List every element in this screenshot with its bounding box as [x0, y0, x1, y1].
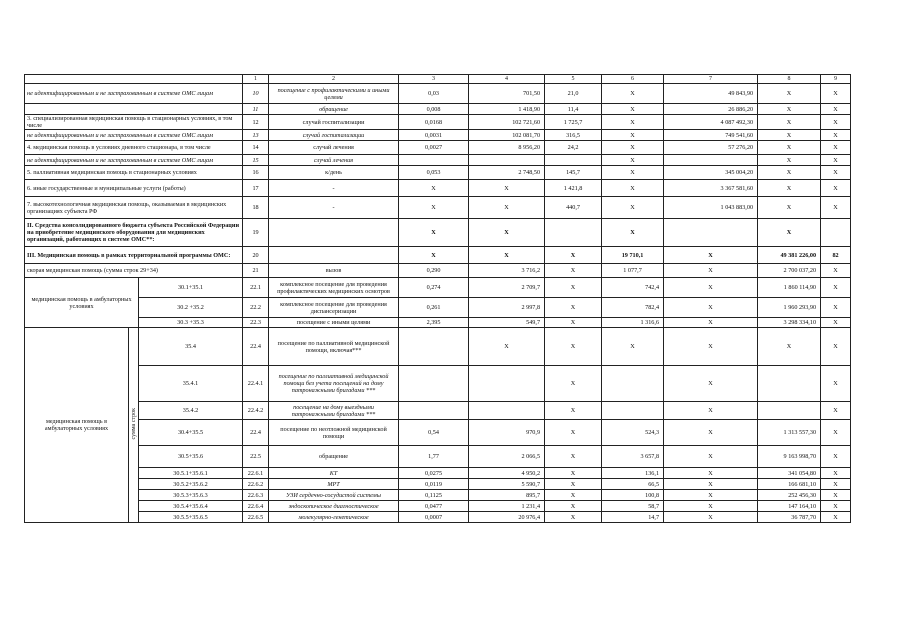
value-cell: 1 231,4 — [469, 501, 545, 512]
table-row — [25, 219, 851, 247]
value-cell: X — [821, 402, 851, 420]
value-cell: 345 004,20 — [664, 166, 758, 180]
value-cell: 20 976,4 — [469, 512, 545, 523]
unit-cell: молекулярно-генетическое — [269, 512, 399, 523]
row-label: 7. высокотехнологичная медицинская помощь, оказываемая в медицинских организациях субъекта РФ — [25, 197, 243, 219]
value-cell: X — [399, 247, 469, 264]
value-cell: X — [758, 84, 821, 104]
value-cell — [469, 402, 545, 420]
row-number: 22.6.1 — [243, 468, 269, 479]
value-cell — [399, 328, 469, 366]
unit-cell: случай лечения — [269, 155, 399, 166]
table-row — [25, 247, 851, 264]
value-cell — [399, 402, 469, 420]
value-cell: X — [664, 247, 758, 264]
table-row — [25, 298, 851, 318]
value-cell: X — [821, 318, 851, 328]
unit-cell: обращение — [269, 446, 399, 468]
value-cell: 0,053 — [399, 166, 469, 180]
unit-cell: посещение с профилактическими и иными целями — [269, 84, 399, 104]
header-cell: 7 — [664, 75, 758, 84]
row-label: III. Медицинская помощь в рамках территориальной программы ОМС: — [25, 247, 243, 264]
value-cell: X — [602, 166, 664, 180]
row-number: 19 — [243, 219, 269, 247]
value-cell: 4 950,2 — [469, 468, 545, 479]
value-cell: 0,54 — [399, 420, 469, 446]
value-cell: X — [821, 141, 851, 155]
unit-cell: случай лечения — [269, 141, 399, 155]
value-cell: 252 456,30 — [758, 490, 821, 501]
vertical-label-cell — [129, 328, 139, 523]
header-cell: 2 — [269, 75, 399, 84]
value-cell: X — [821, 197, 851, 219]
value-cell: 82 — [821, 247, 851, 264]
value-cell: 341 054,80 — [758, 468, 821, 479]
value-cell: 3 657,8 — [602, 446, 664, 468]
value-cell: 524,3 — [602, 420, 664, 446]
value-cell: 5 590,7 — [469, 479, 545, 490]
header-cell: 8 — [758, 75, 821, 84]
value-cell: X — [545, 298, 602, 318]
value-cell: X — [664, 318, 758, 328]
row-number: 11 — [243, 104, 269, 115]
value-cell: 14,7 — [602, 512, 664, 523]
row-sub-number: 30.4+35.5 — [139, 420, 243, 446]
row-sub-number: 35.4 — [139, 328, 243, 366]
table-row — [25, 501, 851, 512]
unit-cell: посещение с иными целями — [269, 318, 399, 328]
row-sub-number: 30.5.1+35.6.1 — [139, 468, 243, 479]
row-number: 10 — [243, 84, 269, 104]
value-cell: 3 716,2 — [469, 264, 545, 278]
value-cell: 102 721,60 — [469, 115, 545, 130]
value-cell: X — [545, 264, 602, 278]
value-cell: X — [821, 84, 851, 104]
value-cell: X — [821, 130, 851, 141]
table-row — [25, 197, 851, 219]
unit-cell: обращение — [269, 104, 399, 115]
value-cell: 549,7 — [469, 318, 545, 328]
row-number: 22.4.2 — [243, 402, 269, 420]
value-cell: X — [664, 490, 758, 501]
value-cell: X — [399, 219, 469, 247]
table-row — [25, 446, 851, 468]
header-cell: 5 — [545, 75, 602, 84]
value-cell — [545, 219, 602, 247]
value-cell: 1 960 293,90 — [758, 298, 821, 318]
value-cell: X — [821, 104, 851, 115]
value-cell: X — [758, 104, 821, 115]
value-cell: X — [399, 180, 469, 197]
value-cell: X — [664, 278, 758, 298]
row-number: 13 — [243, 130, 269, 141]
value-cell: 0,0168 — [399, 115, 469, 130]
value-cell: X — [664, 298, 758, 318]
value-cell: X — [545, 318, 602, 328]
value-cell: 66,5 — [602, 479, 664, 490]
value-cell: 0,261 — [399, 298, 469, 318]
value-cell: X — [664, 366, 758, 402]
value-cell: 1 077,7 — [602, 264, 664, 278]
table-row — [25, 264, 851, 278]
value-cell — [469, 366, 545, 402]
value-cell: 0,0027 — [399, 141, 469, 155]
value-cell: X — [821, 328, 851, 366]
value-cell: 9 163 998,70 — [758, 446, 821, 468]
value-cell: X — [399, 197, 469, 219]
row-label: II. Средства консолидированного бюджета субъекта Российской Федерации на приобретение медицинского оборудования для медицинских организаций, работающих в системе ОМС**: — [25, 219, 243, 247]
row-number: 22.4.1 — [243, 366, 269, 402]
row-label: скорая медицинская помощь (сумма строк 29+34) — [25, 264, 243, 278]
table-row — [25, 141, 851, 155]
value-cell: X — [821, 166, 851, 180]
header-cell: 4 — [469, 75, 545, 84]
value-cell — [758, 366, 821, 402]
row-sub-number: 30.5.4+35.6.4 — [139, 501, 243, 512]
value-cell: 147 164,10 — [758, 501, 821, 512]
value-cell: 0,274 — [399, 278, 469, 298]
value-cell: X — [469, 247, 545, 264]
value-cell: X — [602, 84, 664, 104]
value-cell: 1 418,90 — [469, 104, 545, 115]
value-cell: X — [602, 155, 664, 166]
table-row — [25, 318, 851, 328]
row-sub-number: 30.5.2+35.6.2 — [139, 479, 243, 490]
value-cell: X — [545, 402, 602, 420]
value-cell: 782,4 — [602, 298, 664, 318]
value-cell: X — [821, 366, 851, 402]
value-cell: X — [664, 468, 758, 479]
value-cell: X — [602, 328, 664, 366]
row-sub-number: 35.4.2 — [139, 402, 243, 420]
value-cell: 49 843,90 — [664, 84, 758, 104]
value-cell: X — [602, 115, 664, 130]
value-cell: X — [602, 104, 664, 115]
unit-cell: посещение по паллиативной медицинской помощи, включая*** — [269, 328, 399, 366]
value-cell: X — [664, 479, 758, 490]
value-cell: X — [602, 180, 664, 197]
unit-cell: КТ — [269, 468, 399, 479]
value-cell: 0,008 — [399, 104, 469, 115]
row-number: 14 — [243, 141, 269, 155]
unit-cell: посещение по неотложной медицинской помощи — [269, 420, 399, 446]
value-cell: X — [469, 328, 545, 366]
value-cell: 24,2 — [545, 141, 602, 155]
table-row — [25, 130, 851, 141]
value-cell: X — [758, 166, 821, 180]
value-cell: X — [821, 298, 851, 318]
value-cell: X — [821, 479, 851, 490]
value-cell: X — [758, 115, 821, 130]
value-cell: X — [821, 264, 851, 278]
value-cell — [602, 402, 664, 420]
row-sub-number: 30.1+35.1 — [139, 278, 243, 298]
row-label: 4. медицинская помощь в условиях дневного стационара, в том числе — [25, 141, 243, 155]
value-cell: X — [821, 420, 851, 446]
row-label: 3. специализированная медицинская помощь в стационарных условиях, в том числе — [25, 115, 243, 130]
value-cell: 895,7 — [469, 490, 545, 501]
value-cell: 8 956,20 — [469, 141, 545, 155]
table-row — [25, 468, 851, 479]
unit-cell: МРТ — [269, 479, 399, 490]
value-cell: 57 276,20 — [664, 141, 758, 155]
value-cell: X — [664, 328, 758, 366]
value-cell: X — [545, 446, 602, 468]
value-cell: X — [664, 446, 758, 468]
value-cell: 1 043 883,00 — [664, 197, 758, 219]
value-cell — [664, 155, 758, 166]
value-cell: X — [602, 141, 664, 155]
value-cell: 316,5 — [545, 130, 602, 141]
unit-cell: эндоскопическое диагностическое — [269, 501, 399, 512]
value-cell: X — [758, 141, 821, 155]
value-cell: 2,395 — [399, 318, 469, 328]
value-cell: X — [821, 155, 851, 166]
value-cell: 0,290 — [399, 264, 469, 278]
value-cell: X — [545, 512, 602, 523]
value-cell: X — [545, 479, 602, 490]
value-cell: 1 860 114,90 — [758, 278, 821, 298]
value-cell: 58,7 — [602, 501, 664, 512]
value-cell: 36 787,70 — [758, 512, 821, 523]
value-cell: X — [469, 180, 545, 197]
unit-cell: случай госпитализации — [269, 115, 399, 130]
value-cell: X — [545, 420, 602, 446]
row-number: 22.4 — [243, 328, 269, 366]
row-label: не идентифицированным и не застрахованным в системе ОМС лицам — [25, 84, 243, 104]
unit-cell — [269, 219, 399, 247]
value-cell: 1,77 — [399, 446, 469, 468]
value-cell: 440,7 — [545, 197, 602, 219]
row-number: 17 — [243, 180, 269, 197]
value-cell: 701,50 — [469, 84, 545, 104]
row-sub-number: 35.4.1 — [139, 366, 243, 402]
financing-table — [24, 74, 851, 523]
value-cell: X — [821, 501, 851, 512]
value-cell: 19 710,1 — [602, 247, 664, 264]
value-cell: 145,7 — [545, 166, 602, 180]
value-cell: X — [758, 219, 821, 247]
header-row — [25, 75, 851, 84]
table-row — [25, 180, 851, 197]
row-number: 15 — [243, 155, 269, 166]
unit-cell: вызов — [269, 264, 399, 278]
unit-cell: комплексное посещение для проведения профилактических медицинских осмотров — [269, 278, 399, 298]
value-cell: 2 997,8 — [469, 298, 545, 318]
value-cell: X — [545, 328, 602, 366]
row-number: 18 — [243, 197, 269, 219]
value-cell: X — [545, 366, 602, 402]
value-cell: 1 725,7 — [545, 115, 602, 130]
table-row — [25, 479, 851, 490]
table-row — [25, 490, 851, 501]
value-cell: 0,0477 — [399, 501, 469, 512]
value-cell: X — [821, 278, 851, 298]
row-number: 22.6.3 — [243, 490, 269, 501]
unit-cell — [269, 247, 399, 264]
header-cell: 6 — [602, 75, 664, 84]
value-cell: 0,0119 — [399, 479, 469, 490]
table-row — [25, 402, 851, 420]
row-sub-number: 30.5+35.6 — [139, 446, 243, 468]
table-row — [25, 155, 851, 166]
value-cell: 0,0275 — [399, 468, 469, 479]
value-cell: X — [545, 468, 602, 479]
value-cell: X — [664, 420, 758, 446]
value-cell: X — [602, 130, 664, 141]
header-cell: 1 — [243, 75, 269, 84]
group-label: медицинская помощь в амбулаторных условиях — [25, 278, 139, 328]
unit-cell: посещение на дому выездными патронажными бригадами *** — [269, 402, 399, 420]
row-number: 22.6.4 — [243, 501, 269, 512]
value-cell: 3 367 581,60 — [664, 180, 758, 197]
value-cell — [399, 155, 469, 166]
row-label: не идентифицированным и не застрахованным в системе ОМС лицам — [25, 130, 243, 141]
table-row — [25, 84, 851, 104]
header-cell — [25, 75, 243, 84]
value-cell: X — [821, 180, 851, 197]
value-cell — [821, 219, 851, 247]
value-cell: 102 081,70 — [469, 130, 545, 141]
value-cell: 100,8 — [602, 490, 664, 501]
row-label: 5. паллиативная медицинская помощь в стационарных условиях — [25, 166, 243, 180]
header-cell: 3 — [399, 75, 469, 84]
financing-table-page — [24, 74, 850, 523]
value-cell: 21,0 — [545, 84, 602, 104]
value-cell: X — [664, 402, 758, 420]
value-cell: 49 381 226,00 — [758, 247, 821, 264]
value-cell: X — [758, 328, 821, 366]
value-cell: X — [545, 490, 602, 501]
value-cell: 2 709,7 — [469, 278, 545, 298]
value-cell: X — [758, 130, 821, 141]
table-row — [25, 166, 851, 180]
row-number: 22.5 — [243, 446, 269, 468]
table-row — [25, 328, 851, 366]
row-sub-number: 30.3 +35.3 — [139, 318, 243, 328]
value-cell: 0,0007 — [399, 512, 469, 523]
unit-cell: случай госпитализации — [269, 130, 399, 141]
row-number: 22.6.2 — [243, 479, 269, 490]
value-cell: X — [821, 512, 851, 523]
row-label: 6. иные государственные и муниципальные услуги (работы) — [25, 180, 243, 197]
value-cell — [664, 219, 758, 247]
header-cell: 9 — [821, 75, 851, 84]
value-cell: 136,1 — [602, 468, 664, 479]
value-cell: X — [664, 264, 758, 278]
unit-cell: к/день — [269, 166, 399, 180]
unit-cell: УЗИ сердечно-сосудистой системы — [269, 490, 399, 501]
value-cell: X — [602, 219, 664, 247]
row-sub-number: 30.5.3+35.6.3 — [139, 490, 243, 501]
table-row — [25, 104, 851, 115]
value-cell: X — [664, 501, 758, 512]
row-number: 22.3 — [243, 318, 269, 328]
value-cell: 0,0031 — [399, 130, 469, 141]
row-number: 16 — [243, 166, 269, 180]
value-cell: X — [821, 468, 851, 479]
row-sub-number: 30.5.5+35.6.5 — [139, 512, 243, 523]
row-number: 22.6.5 — [243, 512, 269, 523]
group-label: медицинская помощь в амбулаторных условиях — [25, 328, 129, 523]
unit-cell: - — [269, 197, 399, 219]
table-row — [25, 115, 851, 130]
value-cell: 1 421,8 — [545, 180, 602, 197]
value-cell: 3 298 334,10 — [758, 318, 821, 328]
value-cell: X — [821, 490, 851, 501]
value-cell: 1 313 557,30 — [758, 420, 821, 446]
table-row — [25, 366, 851, 402]
value-cell: X — [758, 155, 821, 166]
value-cell: 2 748,50 — [469, 166, 545, 180]
row-number: 22.2 — [243, 298, 269, 318]
value-cell: X — [758, 180, 821, 197]
row-number: 22.1 — [243, 278, 269, 298]
value-cell: 1 316,6 — [602, 318, 664, 328]
row-number: 22.4 — [243, 420, 269, 446]
unit-cell: комплексное посещение для проведения диспансеризации — [269, 298, 399, 318]
value-cell: 166 681,10 — [758, 479, 821, 490]
table-row — [25, 278, 851, 298]
value-cell — [758, 402, 821, 420]
table-row — [25, 420, 851, 446]
value-cell: 11,4 — [545, 104, 602, 115]
value-cell — [399, 366, 469, 402]
value-cell: 749 541,60 — [664, 130, 758, 141]
value-cell: X — [545, 247, 602, 264]
value-cell: 26 886,20 — [664, 104, 758, 115]
value-cell: X — [545, 501, 602, 512]
unit-cell: посещение по паллиативной медицинской помощи без учета посещений на дому патронажными бригадами *** — [269, 366, 399, 402]
value-cell: X — [664, 512, 758, 523]
row-number: 20 — [243, 247, 269, 264]
value-cell: 742,4 — [602, 278, 664, 298]
value-cell: X — [469, 197, 545, 219]
value-cell: 0,1125 — [399, 490, 469, 501]
row-number: 12 — [243, 115, 269, 130]
row-sub-number: 30.2 +35.2 — [139, 298, 243, 318]
vertical-label: сумма строк — [131, 408, 137, 440]
row-number: 21 — [243, 264, 269, 278]
row-label: не идентифицированным и не застрахованным в системе ОМС лицам — [25, 155, 243, 166]
value-cell: X — [545, 278, 602, 298]
value-cell: 0,03 — [399, 84, 469, 104]
value-cell: X — [821, 115, 851, 130]
table-row — [25, 512, 851, 523]
value-cell: 2 700 037,20 — [758, 264, 821, 278]
value-cell: 970,9 — [469, 420, 545, 446]
row-label — [25, 104, 243, 115]
unit-cell: - — [269, 180, 399, 197]
value-cell — [469, 155, 545, 166]
value-cell — [602, 366, 664, 402]
value-cell — [545, 155, 602, 166]
value-cell: 2 066,5 — [469, 446, 545, 468]
value-cell: 4 087 492,30 — [664, 115, 758, 130]
value-cell: X — [758, 197, 821, 219]
value-cell: X — [821, 446, 851, 468]
value-cell: X — [469, 219, 545, 247]
value-cell: X — [602, 197, 664, 219]
